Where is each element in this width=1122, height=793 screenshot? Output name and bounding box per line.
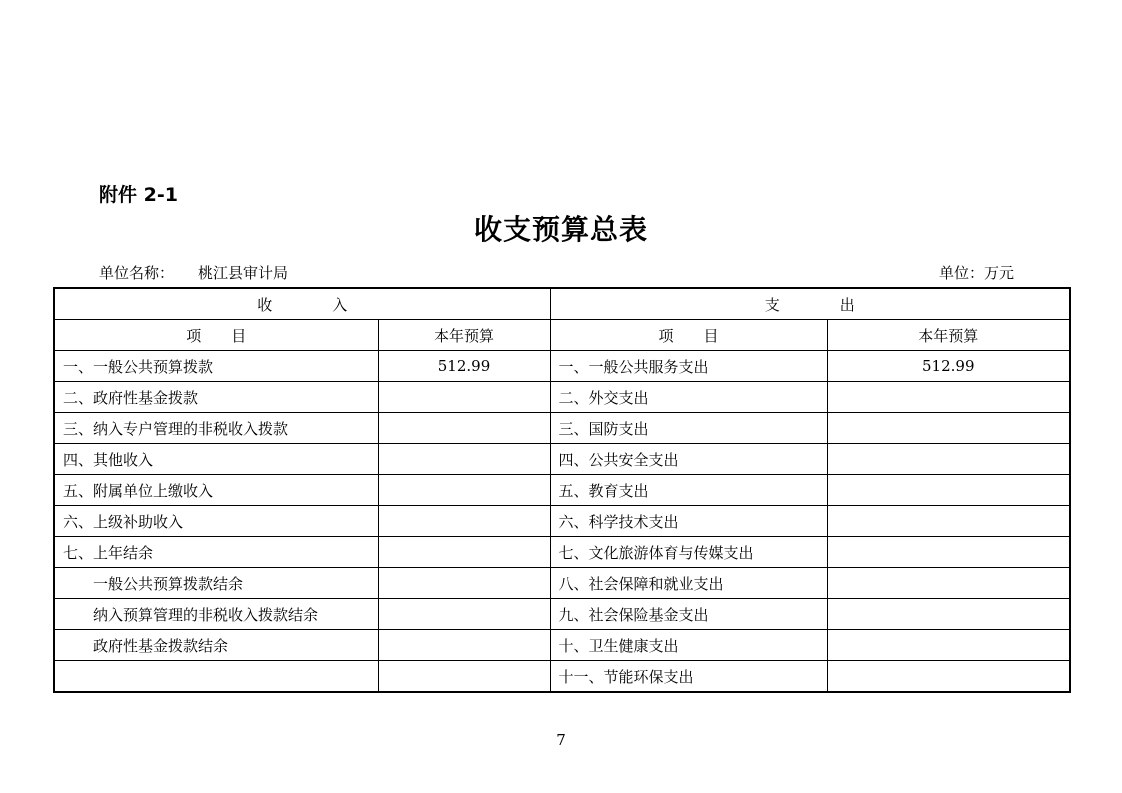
income-item: 七、上年结余 [54, 537, 378, 568]
income-subitem: 一般公共预算拨款结余 [54, 568, 378, 599]
page-number: 7 [556, 731, 566, 749]
income-item [54, 661, 378, 693]
unit-label: 单位：万元 [939, 264, 1015, 282]
income-value [378, 661, 550, 693]
table-row [54, 537, 1070, 568]
expense-value [827, 599, 1070, 630]
income-value [378, 382, 550, 413]
expense-value [827, 506, 1070, 537]
table-row [54, 413, 1070, 444]
table-row [54, 599, 1070, 630]
expense-value [827, 630, 1070, 661]
income-budget-header: 本年预算 [378, 320, 550, 351]
expense-item: 十、卫生健康支出 [550, 630, 827, 661]
budget-summary-table [53, 287, 1071, 693]
expense-item: 八、社会保障和就业支出 [550, 568, 827, 599]
expense-header: 支 出 [550, 288, 1070, 320]
expense-item: 三、国防支出 [550, 413, 827, 444]
income-item-header: 项 目 [54, 320, 378, 351]
income-value [378, 413, 550, 444]
income-item: 六、上级补助收入 [54, 506, 378, 537]
income-subitem: 政府性基金拨款结余 [54, 630, 378, 661]
income-value [378, 475, 550, 506]
expense-item: 二、外交支出 [550, 382, 827, 413]
income-value [378, 568, 550, 599]
table-row [54, 475, 1070, 506]
expense-item: 十一、节能环保支出 [550, 661, 827, 693]
expense-item: 五、教育支出 [550, 475, 827, 506]
table-row [54, 382, 1070, 413]
income-item: 二、政府性基金拨款 [54, 382, 378, 413]
table-row [54, 568, 1070, 599]
expense-value [827, 382, 1070, 413]
expense-value [827, 661, 1070, 693]
section-header-row [54, 288, 1070, 320]
expense-value [827, 537, 1070, 568]
expense-item: 六、科学技术支出 [550, 506, 827, 537]
org-line [99, 262, 288, 283]
attachment-label: 附件 2-1 [99, 184, 178, 206]
expense-value: 512.99 [827, 351, 1070, 382]
table-row [54, 444, 1070, 475]
expense-item-header: 项 目 [550, 320, 827, 351]
table-row [54, 506, 1070, 537]
expense-value [827, 568, 1070, 599]
income-value [378, 537, 550, 568]
expense-item: 九、社会保险基金支出 [550, 599, 827, 630]
income-value [378, 599, 550, 630]
expense-value [827, 413, 1070, 444]
income-value [378, 444, 550, 475]
table-row [54, 351, 1070, 382]
org-name: 桃江县审计局 [198, 264, 289, 282]
expense-item: 七、文化旅游体育与传媒支出 [550, 537, 827, 568]
income-value: 512.99 [378, 351, 550, 382]
expense-value [827, 444, 1070, 475]
table-row [54, 630, 1070, 661]
income-item: 五、附属单位上缴收入 [54, 475, 378, 506]
column-header-row [54, 320, 1070, 351]
income-item: 四、其他收入 [54, 444, 378, 475]
income-subitem: 纳入预算管理的非税收入拨款结余 [54, 599, 378, 630]
expense-value [827, 475, 1070, 506]
income-item: 三、纳入专户管理的非税收入拨款 [54, 413, 378, 444]
income-item: 一、一般公共预算拨款 [54, 351, 378, 382]
org-label: 单位名称： [99, 264, 175, 282]
table-row [54, 661, 1070, 693]
expense-item: 一、一般公共服务支出 [550, 351, 827, 382]
income-value [378, 506, 550, 537]
income-header: 收 入 [54, 288, 550, 320]
expense-item: 四、公共安全支出 [550, 444, 827, 475]
document-title: 收支预算总表 [473, 213, 648, 246]
income-value [378, 630, 550, 661]
expense-budget-header: 本年预算 [827, 320, 1070, 351]
